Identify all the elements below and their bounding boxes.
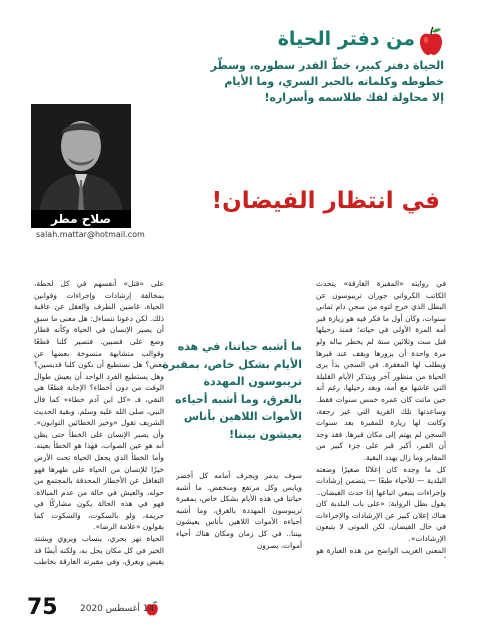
author-name: صلاح مطر bbox=[31, 210, 131, 228]
pull-quote-line: الأيام بشكل خاص، بمقبرة bbox=[162, 357, 302, 371]
pull-quote bbox=[162, 338, 302, 443]
pull-quote-line: بالغرق، وما أشبه أحياءه bbox=[175, 392, 302, 406]
author-email: salah.mattar@hotmail.com bbox=[36, 230, 145, 239]
article-column-right bbox=[316, 278, 446, 558]
pull-quote-line: يعيشون بيننا! bbox=[229, 427, 302, 441]
author-photo bbox=[31, 104, 131, 212]
apple-logo-icon bbox=[418, 26, 444, 56]
issue-date: 14 أغسطس 2020 bbox=[80, 604, 155, 614]
pull-quote-line: تريبوسون المهددة bbox=[203, 375, 302, 388]
section-intro bbox=[114, 58, 444, 106]
article-column-left bbox=[34, 278, 164, 568]
pull-quote-line: الأموات اللاهين بأناس bbox=[183, 410, 302, 423]
article-title: في انتظار الفيضان! bbox=[211, 188, 440, 214]
section-title: من دفتر الحياة bbox=[277, 28, 415, 50]
paragraph: سوف يدمر ويجرف أمامه كل أخضر ويابس وكل مرتفع ومنخفض. ما أشبه حياتنا في هذه الأيام بشكل خاص، بمقبرة تريبوسون المهددة بالغرق، وما أشبه أحياءه الأموات اللاهين بأناس يعيشون بيننا.. في كل زمان ومكان هناك أحياء أموات، يصرون bbox=[176, 471, 302, 550]
article-column-middle bbox=[176, 470, 302, 562]
pull-quote-line: ما أشبه حياتنا، في هذه bbox=[177, 340, 302, 353]
paragraph: الحياة نهر يجري، ينساب ويروي ويشتد الخير في كل مكان يحل به، ولكنه أيضًا قد يفيض ويغرق، وفي مقبرته الغارقة بخاطب bbox=[34, 534, 164, 567]
intro-line: خطوطه وكلماته بالحبر السري، وما الأيام bbox=[224, 75, 444, 88]
paragraph: في روايته «المقبرة الغارقة» يتحدث الكاتب الكرواتي جوران تريبوسون عن البطل الذي خرج لتوه من سجن دام ثماني سنوات، وكان أول ما فكر فيه هو زيارة قبر أمه المرة الأولى في حياته؛ فمنذ رحيلها قبل ست وثلاثين سنة لم يخطر بباله ولو مرة واحدة أن يزورها ويقف عند قبرها ويطلب لها المغفرة. في السجن بدأ يرى الحياة من منظور آخر ويتذكر الأيام القليلة التي عاشها مع أمه، وبعد رحيلها، رغم أنه حين ماتت كان عمره خمس سنوات فقط. وساعدتها تلك القرية التي غير رجعة، وكانت لها زيارة للمقبرة بعد سنوات السجن لم يهتم إلى مكان قبرها. فقد وجد أن القبر، أكبر قبر على جزء كبير من المقابر وما زال يهدد البقية. bbox=[316, 279, 446, 462]
paragraph: كل ما وجده كان إعلانًا صغيرًا وضعته البلدية — للأحياء طبعًا — يتضمن إرشادات وإجراءات ينبغي اتباعها إذا حدث الفيضان.. يقول بطل الرواية: «على باب البلدية كان هناك إعلان كبير عن الإرشادات والإجراءات في حال الفيضان، لكن الموتى لا يتبعون الإرشادات». bbox=[316, 464, 446, 544]
page-number: 75 bbox=[27, 595, 58, 620]
intro-line: إلا محاولة لفك طلاسمه وأسراره! bbox=[264, 91, 444, 104]
intro-line: الحياة دفتر كبير، خطّ القدر سطوره، وسطّر bbox=[210, 59, 444, 72]
paragraph: المعنى الغريب الواضح من هذه العبارة هو bbox=[316, 545, 446, 555]
paragraph: على «قتل» أنفسهم في كل لحظة، بمخالفة إرشادات وإجراءات وقوانين الحياة، غاضين الطرف والعقل عن عاقبة ذلك. لكن دعونا نتساءل: هل معنى ما سبق أن يصير الإنسان في الحياة وكأنه قطار وضع على قضبين. فتصير كلنا قطعًا وقوالب متشابهة منسوخة بعضها عن بعض؟ هل نستطيع أن نكون كلنا قديسين؟ وهل يستطيع الفرد الواحد أن يعيش طوال الوقت من دون أخطاء؟ الإجابة قطعًا هي النفي، فـ «كل ابن آدم خطاء» كما قال النبي، صلى الله عليه وسلم. وبقية الحديث الشريف تقول «وخير الخطائين التوابون». وأن يصبر الإنسان على الخطأ حتى يظن أنه هو عين الصواب، فهذا هو الخطأ بعينه. وأما الخطأ الذي يجعل الحياة تحت الأرض خيرًا للإنسان من الحياة على ظهرها فهو التغافل عن الأخطار المحدقة بالمجتمع من حوله، والعيش في حالة من عدم المبالاة. فهو في هذه الحالة يكون مشاركًا في جريمة، ولو بالسكوت، والسكوت كما يقولون «علامة الرضا». bbox=[34, 279, 164, 532]
author-portrait-icon bbox=[31, 104, 131, 212]
